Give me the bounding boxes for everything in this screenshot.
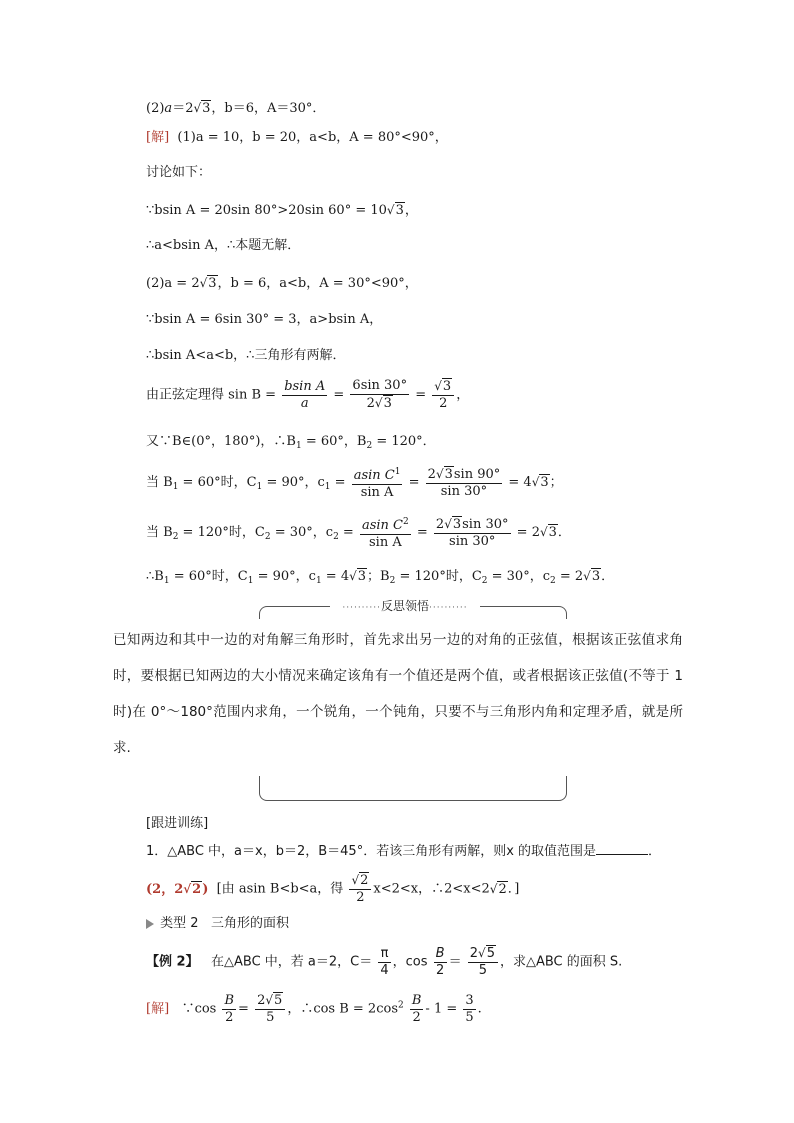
sqrt: √3 xyxy=(193,101,211,116)
text: (2) xyxy=(146,101,165,116)
text: ，b＝6，A＝30°． xyxy=(211,101,326,116)
fraction: $\frac{B}{2}$ xyxy=(411,992,422,1025)
fraction: $\frac{\text{bsin A}}{a}$ xyxy=(284,378,326,411)
answer-blank xyxy=(596,842,648,855)
fraction: $\frac{√3}{2}$ xyxy=(432,378,454,412)
text: ，b = 6，a<b，A = 30°<90°， xyxy=(217,276,418,291)
play-triangle-icon xyxy=(146,919,154,929)
text: ＝2 xyxy=(172,101,194,116)
example-2: 【例 2】 在△ABC 中，若 a＝2，C＝ $\frac{\pi}{4}$ ，cos $\frac{B}{2}$ ＝ $\frac{2√5}{5}$ ，求△ABC 的面积 S. xyxy=(146,945,623,978)
fraction: $\frac{asin C^2}{\text{sin A}}$ xyxy=(360,514,411,551)
line-two-solutions xyxy=(146,346,345,366)
line-B-range: 又∵B∈(0°，180°)，$\therefore B_1 = 60^\circ$，$B_2 = 120^\circ$． xyxy=(146,434,436,451)
text: ∴bsin A<a<b，∴三角形有两解． xyxy=(146,348,346,363)
line-part2-given xyxy=(146,98,325,119)
line-sine-law: 由正弦定理得 sin B = $\frac{\text{bsin A}}{a}$ = $\frac{6\sin 30^\circ}{2√3}$ = $\frac{√3}{2}$ ， xyxy=(146,378,470,411)
line-case-B1: 当 $B_1 = 60^\circ$时，$C_1 = 90^\circ$，$c_1$ = $\frac{asin C^1}{\text{sin A}}$ = $\frac{2√3\sin 90^\circ}{\sin 30^\circ}$ = 4√3； xyxy=(146,464,563,501)
line-conclusion: $\therefore B_1 = 60^\circ$时，$C_1 = 90^\circ$，$c_1 = 4√3$；$B_2 = 120^\circ$时，$C_2 = 30^\circ$，$c_2 = 2√3$． xyxy=(146,569,615,586)
text: ∵bsin A = 20sin 80°>20sin 60° = 10 xyxy=(146,203,387,218)
line-bsinA-2 xyxy=(146,310,382,330)
line-bsinA: ∵bsin A = 20sin 80°>20sin 60° = 10√3， xyxy=(146,200,418,221)
practice-heading: [跟进训练] xyxy=(146,816,209,831)
reflection-box-bottom xyxy=(259,776,567,801)
fraction: $\frac{2√3\sin 90^\circ}{\sin 30^\circ}$ xyxy=(427,466,501,499)
text: ∴a<bsin A，∴本题无解． xyxy=(146,238,301,253)
line-case-B2: 当 $B_2 = 120^\circ$时，$C_2 = 30^\circ$，$c_2$ = $\frac{asin C^2}{\text{sin A}}$ = $\frac{2√3\sin 30^\circ}{\sin 30^\circ}$ = 2√3． xyxy=(146,514,571,551)
text: (1)a = 10，b = 20，a<b，A = 80°<90°， xyxy=(177,130,448,145)
text: (2)a = 2 xyxy=(146,276,200,291)
fraction: $\frac{2√3\sin 30^\circ}{\sin 30^\circ}$ xyxy=(435,516,509,549)
fraction: $\frac{B}{2}$ xyxy=(435,945,445,978)
text: a xyxy=(164,101,173,116)
text: ∵bsin A = 6sin 30° = 3，a>bsin A， xyxy=(146,312,383,327)
line-solution-1 xyxy=(146,128,448,148)
line-part2 xyxy=(146,273,418,294)
sqrt: √3 xyxy=(386,203,404,218)
fraction: $\frac{3}{5}$ xyxy=(465,992,474,1025)
fraction: $\frac{2√5}{5}$ xyxy=(468,945,498,979)
line-discussion xyxy=(146,163,211,183)
solution-2: [解] ∵cos $\frac{B}{2}$ = $\frac{2√5}{5}$ ，∴cos $B = 2\cos^2$ $\frac{B}{2}$ - 1 = $\frac{3}{5}$ . xyxy=(146,992,482,1025)
solution-tag: [解] xyxy=(146,130,170,145)
line-no-solution xyxy=(146,236,300,256)
fraction: $\frac{\pi}{4}$ xyxy=(380,945,389,978)
text: 由正弦定理得 sin B = xyxy=(146,387,277,403)
fraction: $\frac{6\sin 30^\circ}{2√3}$ xyxy=(352,378,408,411)
answer: (2，2√2) xyxy=(146,881,209,897)
text: 又∵B∈(0°，180°)，∴B xyxy=(146,434,296,449)
reflection-title: ··········反思领悟·········· xyxy=(330,598,480,616)
fraction: $\frac{2√5}{5}$ xyxy=(255,992,285,1026)
sqrt: √3 xyxy=(199,276,217,291)
type2-heading: 类型 2 三角形的面积 xyxy=(146,914,289,934)
fraction: $\frac{B}{2}$ xyxy=(224,992,235,1025)
fraction: $\frac{asin C^1}{\text{sin A}}$ xyxy=(352,464,403,501)
practice-answer: (2，2√2) [由 asin B<b<a，得 $\frac{√2}{2}$ x<2<x，∴2<x<2√2．] xyxy=(146,873,520,905)
practice-question-1: 1．△ABC 中，a＝x，b＝2，B＝45°．若该三角形有两解，则x 的取值范围是 ． xyxy=(146,844,662,859)
fraction: $\frac{√2}{2}$ xyxy=(349,872,371,906)
reflection-paragraph: 已知两边和其中一边的对角解三角形时，首先求出另一边的对角的正弦值，根据该正弦值求角时，要根据已知两边的大小情况来确定该角有一个值还是两个值，或者根据该正弦值(不等于 1 时)在 0°～180°范围内求角，一个锐角，一个钝角，只要不与三角形内角和定理矛盾，就是所求. xyxy=(113,632,683,756)
text: 讨论如下： xyxy=(146,165,212,180)
